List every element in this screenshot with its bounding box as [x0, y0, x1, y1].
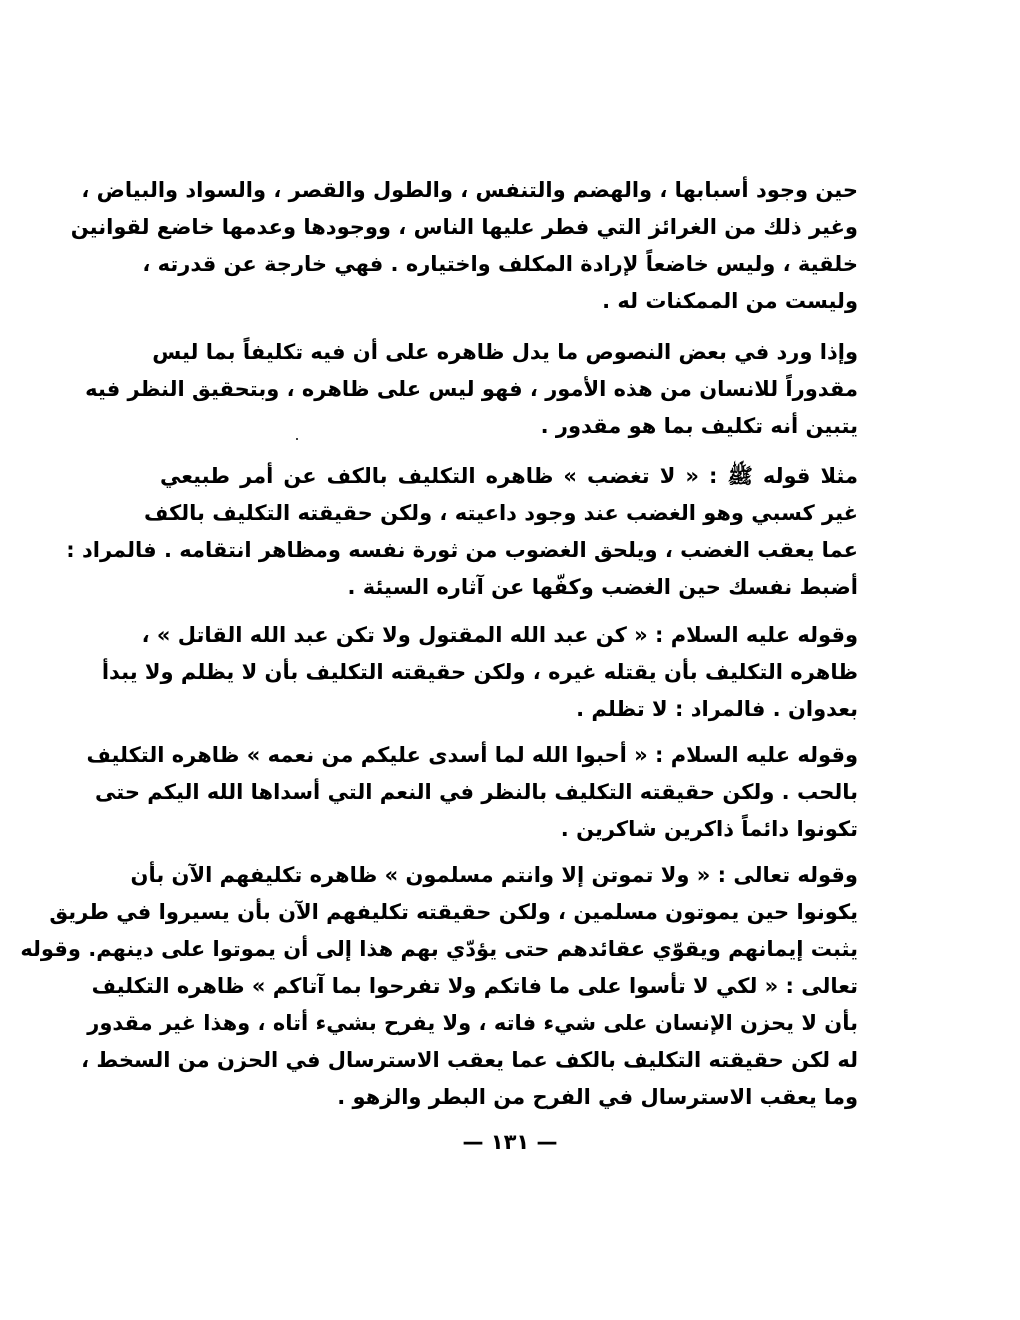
text-line: يثبت إيمانهم ويقوّي عقائدهم حتى يؤدّي بهم هذا إلى أن يموتوا على دينهم. وقوله	[20, 937, 858, 961]
text-line: تكونوا دائماً ذاكرين شاكرين .	[560, 817, 858, 841]
text-line: بأن لا يحزن الإنسان على شيء فاته ، ولا يفرح بشيء أتاه ، وهذا غير مقدور	[87, 1011, 858, 1035]
text-line: عما يعقب الغضب ، ويلحق الغضوب من ثورة نفسه ومظاهر انتقامه . فالمراد :	[66, 538, 858, 562]
paragraph-1	[70, 172, 858, 320]
text-line: له لكن حقيقته التكليف بالكف عما يعقب الاسترسال في الحزن من السخط ،	[81, 1048, 858, 1072]
text-line: يكونوا حين يموتون مسلمين ، ولكن حقيقته تكليفهم الآن بأن يسيروا في طريق	[49, 900, 858, 924]
text-line: وما يعقب الاسترسال في الفرح من البطر والزهو .	[337, 1085, 858, 1109]
text-line: وقوله عليه السلام : « أحبوا الله لما أسدى عليكم من نعمه » ظاهره التكليف	[86, 743, 858, 767]
paragraph-5	[86, 737, 858, 848]
text-line: ظاهره التكليف بأن يقتله غيره ، ولكن حقيقته التكليف بأن لا يظلم ولا يبدأ	[101, 660, 858, 684]
text-line: وقوله عليه السلام : « كن عبد الله المقتول ولا تكن عبد الله القاتل » ،	[141, 623, 858, 647]
text-line: غير كسبي وهو الغضب عند وجود داعيته ، ولكن حقيقته التكليف بالكف	[144, 501, 858, 525]
text-line: وقوله تعالى : « ولا تموتن إلا وانتم مسلمون » ظاهره تكليفهم الآن بأن	[130, 863, 858, 887]
paragraph-2	[85, 334, 858, 445]
text-line: يتبين أنه تكليف بما هو مقدور .	[540, 414, 858, 438]
text-line: حين وجود أسبابها ، والهضم والتنفس ، والطول والقصر ، والسواد والبياض ،	[81, 178, 858, 202]
text-line: مقدوراً للانسان من هذه الأمور ، فهو ليس على ظاهره ، وبتحقيق النظر فيه	[85, 377, 858, 401]
text-line: خلقية ، وليس خاضعاً لإرادة المكلف واختياره . فهي خارجة عن قدرته ،	[142, 252, 858, 276]
text-line: بالحب . ولكن حقيقته التكليف بالنظر في النعم التي أسداها الله اليكم حتى	[95, 780, 858, 804]
text-line: وغير ذلك من الغرائز التي فطر عليها الناس ، ووجودها وعدمها خاضع لقوانين	[70, 215, 858, 239]
text-line: مثلا قوله ﷺ : « لا تغضب » ظاهره التكليف بالكف عن أمر طبيعي	[160, 464, 858, 488]
text-line: تعالى : « لكي لا تأسوا على ما فاتكم ولا تفرحوا بما آتاكم » ظاهره التكليف	[91, 974, 858, 998]
text-line: وإذا ورد في بعض النصوص ما يدل ظاهره على أن فيه تكليفاً بما ليس	[152, 340, 858, 364]
text-line: أضبط نفسك حين الغضب وكفّها عن آثاره السيئة .	[347, 575, 858, 599]
paragraph-6	[20, 857, 858, 1116]
scan-speck	[296, 438, 298, 440]
page-number: — ١٣١ —	[462, 1130, 558, 1154]
text-line: بعدوان . فالمراد : لا تظلم .	[576, 697, 858, 721]
paragraph-4	[101, 617, 858, 728]
paragraph-3	[66, 458, 858, 606]
text-line: وليست من الممكنات له .	[602, 289, 858, 313]
